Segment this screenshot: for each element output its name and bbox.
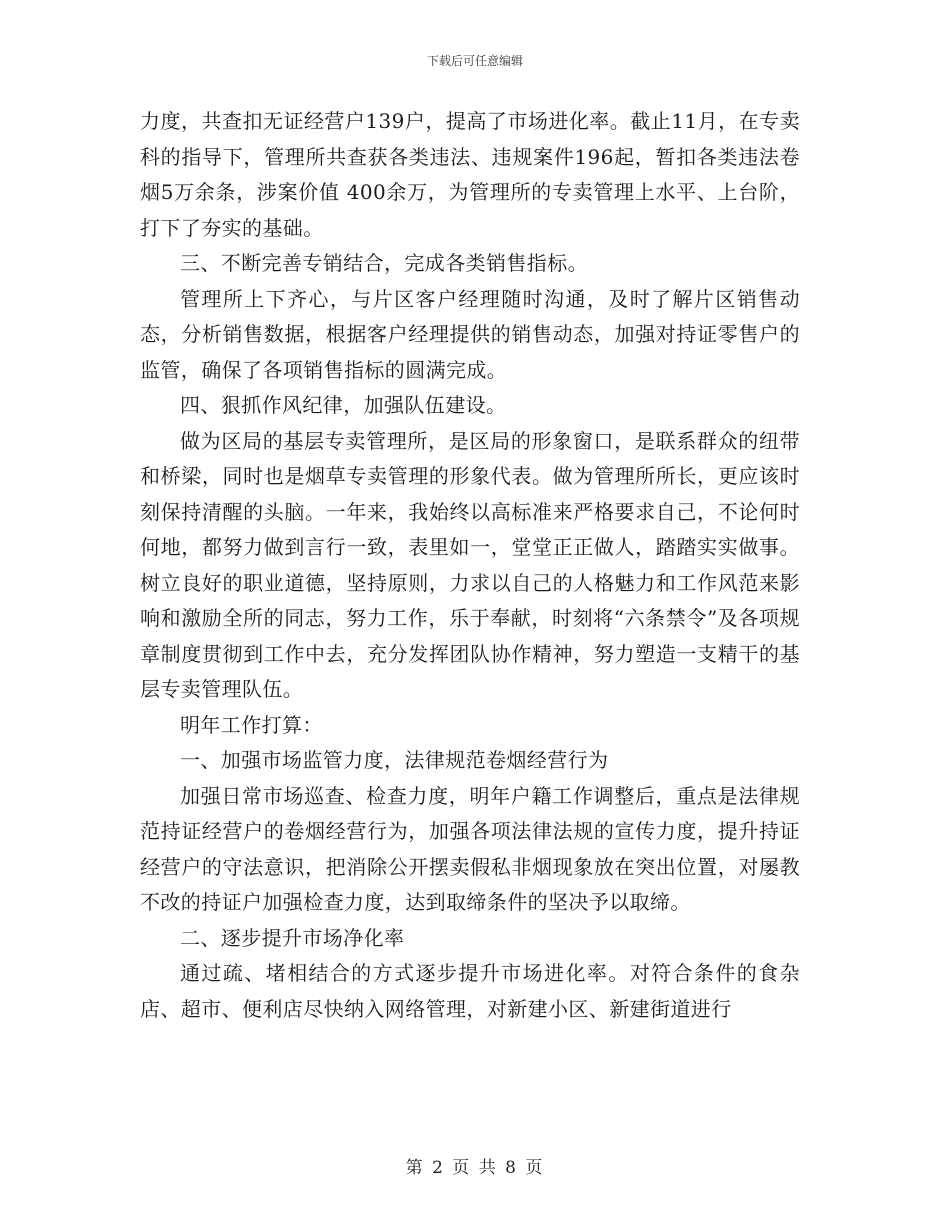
paragraph-3: 管理所上下齐心，与片区客户经理随时沟通，及时了解片区销售动态，分析销售数据，根据客户经理提供的销售动态，加强对持证零售户的监管，确保了各项销售指标的圆满完成。 [140, 286, 800, 382]
paragraph-5: 做为区局的基层专卖管理所，是区局的形象窗口，是联系群众的纽带和桥梁，同时也是烟草专卖管理的形象代表。做为管理所所长，更应该时刻保持清醒的头脑。一年来，我始终以高标准来严格要求自己，不论何时何地，都努力做到言行一致，表里如一，堂堂正正做人，踏踏实实做事。树立良好的职业道德，坚持原则，力求以自己的人格魅力和工作风范来影响和激励全所的同志，努力工作，乐于奉献，时刻将“六条禁令”及各项规章制度贯彻到工作中去，充分发挥团队协作精神，努力塑造一支精干的基层专卖管理队伍。 [140, 428, 800, 701]
heading-plan-2: 二、逐步提升市场净化率 [180, 925, 405, 950]
heading-section-3: 三、不断完善专销结合，完成各类销售指标。 [180, 251, 588, 275]
paragraph-10: 通过疏、堵相结合的方式逐步提升市场进化率。对符合条件的食杂店、超市、便利店尽快纳入网络管理，对新建小区、新建街道进行 [140, 961, 800, 1021]
heading-plan-1: 一、加强市场监管力度，法律规范卷烟经营行为 [180, 748, 609, 772]
document-body [140, 104, 800, 1027]
page-header-note: 下载后可任意编辑 [426, 54, 523, 68]
page-number: 第 2 页 共 8 页 [405, 1158, 545, 1178]
paragraph-1: 力度，共查扣无证经营户139户，提高了市场进化率。截止11月，在专卖科的指导下，管理所共查获各类违法、违规案件196起，暂扣各类违法卷烟5万余条，涉案价值 400余万，为管理所的专卖管理上水平、上台阶，打下了夯实的基础。 [140, 109, 800, 240]
heading-section-4: 四、狠抓作风纪律，加强队伍建设。 [180, 393, 507, 417]
paragraph-8: 加强日常市场巡查、检查力度，明年户籍工作调整后，重点是法律规范持证经营户的卷烟经营行为，加强各项法律法规的宣传力度，提升持证经营户的守法意识，把消除公开摆卖假私非烟现象放在突出位置，对屡教不改的持证户加强检查力度，达到取缔条件的坚决予以取缔。 [140, 783, 800, 914]
heading-next-year-plan: 明年工作打算： [180, 712, 323, 737]
